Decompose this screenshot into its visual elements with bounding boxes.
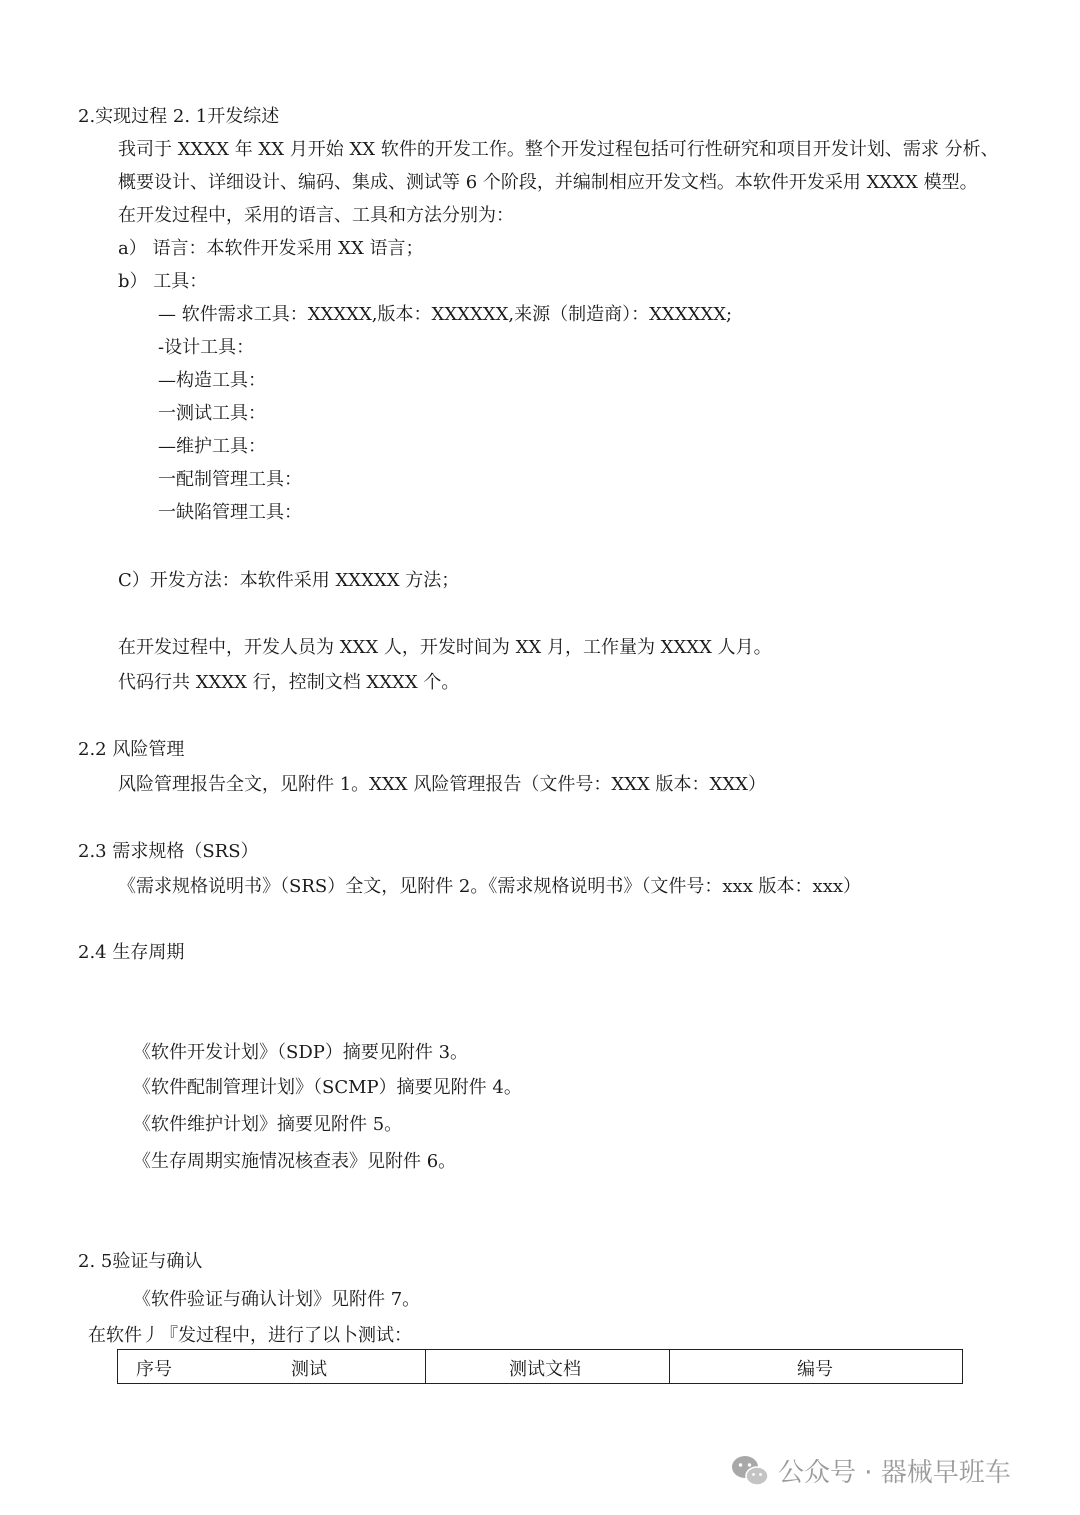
table-header-cell	[118, 1350, 426, 1384]
attachment-item: 《软件配制管理计划》（SCMP）摘要见附件 4。	[133, 1077, 522, 1098]
table-header-cell	[670, 1350, 963, 1384]
paragraph-line: 在软件丿『发过程中，进行了以卜测试：	[88, 1325, 412, 1346]
attachment-item: 《软件验证与确认计划》见附件 7。	[133, 1289, 421, 1310]
test-table	[117, 1349, 963, 1384]
paragraph-line: 在开发过程中，开发人员为 XXX 人，开发时间为 XX 月，工作量为 XXXX 人月。	[118, 637, 772, 658]
table-header-cell	[426, 1350, 670, 1384]
attachment-item: 《软件开发计划》（SDP）摘要见附件 3。	[133, 1042, 469, 1063]
watermark	[730, 1452, 1011, 1489]
paragraph-line: 风险管理报告全文，见附件 1。XXX 风险管理报告（文件号：XXX 版本：XXX）	[118, 774, 766, 795]
paragraph-line: 我司于 XXXX 年 XX 月开始 XX 软件的开发工作。整个开发过程包括可行性研究和项目开发计划、需求 分析、	[118, 139, 999, 160]
paragraph-line: 代码行共 XXXX 行，控制文档 XXXX 个。	[118, 672, 460, 693]
section-heading-2-2: 2.2 风险管理	[78, 739, 185, 760]
column-header-no: 序号	[136, 1359, 172, 1380]
list-item-b: b） 工具：	[118, 271, 208, 292]
attachment-item: 《生存周期实施情况核查表》见附件 6。	[133, 1151, 457, 1172]
tool-item: -设计工具：	[158, 337, 255, 358]
list-item-c: C）开发方法：本软件采用 XXXXX 方法；	[118, 570, 460, 591]
section-heading-2-3: 2.3 需求规格（SRS）	[78, 841, 259, 862]
table-header-row	[118, 1350, 963, 1384]
tool-item: —构造工具：	[158, 370, 266, 391]
column-header-test-doc: 测试文档	[509, 1359, 581, 1380]
watermark-text: 公众号 · 器械早班车	[778, 1458, 1011, 1488]
paragraph-line: 《需求规格说明书》（SRS）全文，见附件 2。《需求规格说明书》（文件号：xxx 版本：xxx）	[118, 876, 862, 897]
section-heading-2-5: 2. 5验证与确认	[78, 1251, 203, 1272]
section-heading-2-4: 2.4 生存周期	[78, 942, 185, 963]
paragraph-line: 在开发过程中，采用的语言、工具和方法分别为：	[118, 205, 514, 226]
tool-item: — 软件需求工具：XXXXX,版本：XXXXXX,来源（制造商）：XXXXXX;	[158, 304, 733, 325]
column-header-code: 编号	[797, 1359, 833, 1380]
column-header-test: 测试	[291, 1359, 327, 1380]
tool-item: 一配制管理工具：	[158, 469, 302, 490]
tool-item: 一缺陷管理工具：	[158, 502, 302, 523]
section-heading-2-1: 2.实现过程 2. 1开发综述	[78, 106, 280, 127]
tool-item: 一测试工具：	[158, 403, 266, 424]
wechat-icon	[730, 1454, 770, 1488]
attachment-item: 《软件维护计划》摘要见附件 5。	[133, 1114, 403, 1135]
list-item-a: a） 语言：本软件开发采用 XX 语言；	[118, 238, 424, 259]
paragraph-line: 概要设计、详细设计、编码、集成、测试等 6 个阶段，并编制相应开发文档。本软件开发采用 XXXX 模型。	[118, 172, 978, 193]
tool-item: —维护工具：	[158, 436, 266, 457]
